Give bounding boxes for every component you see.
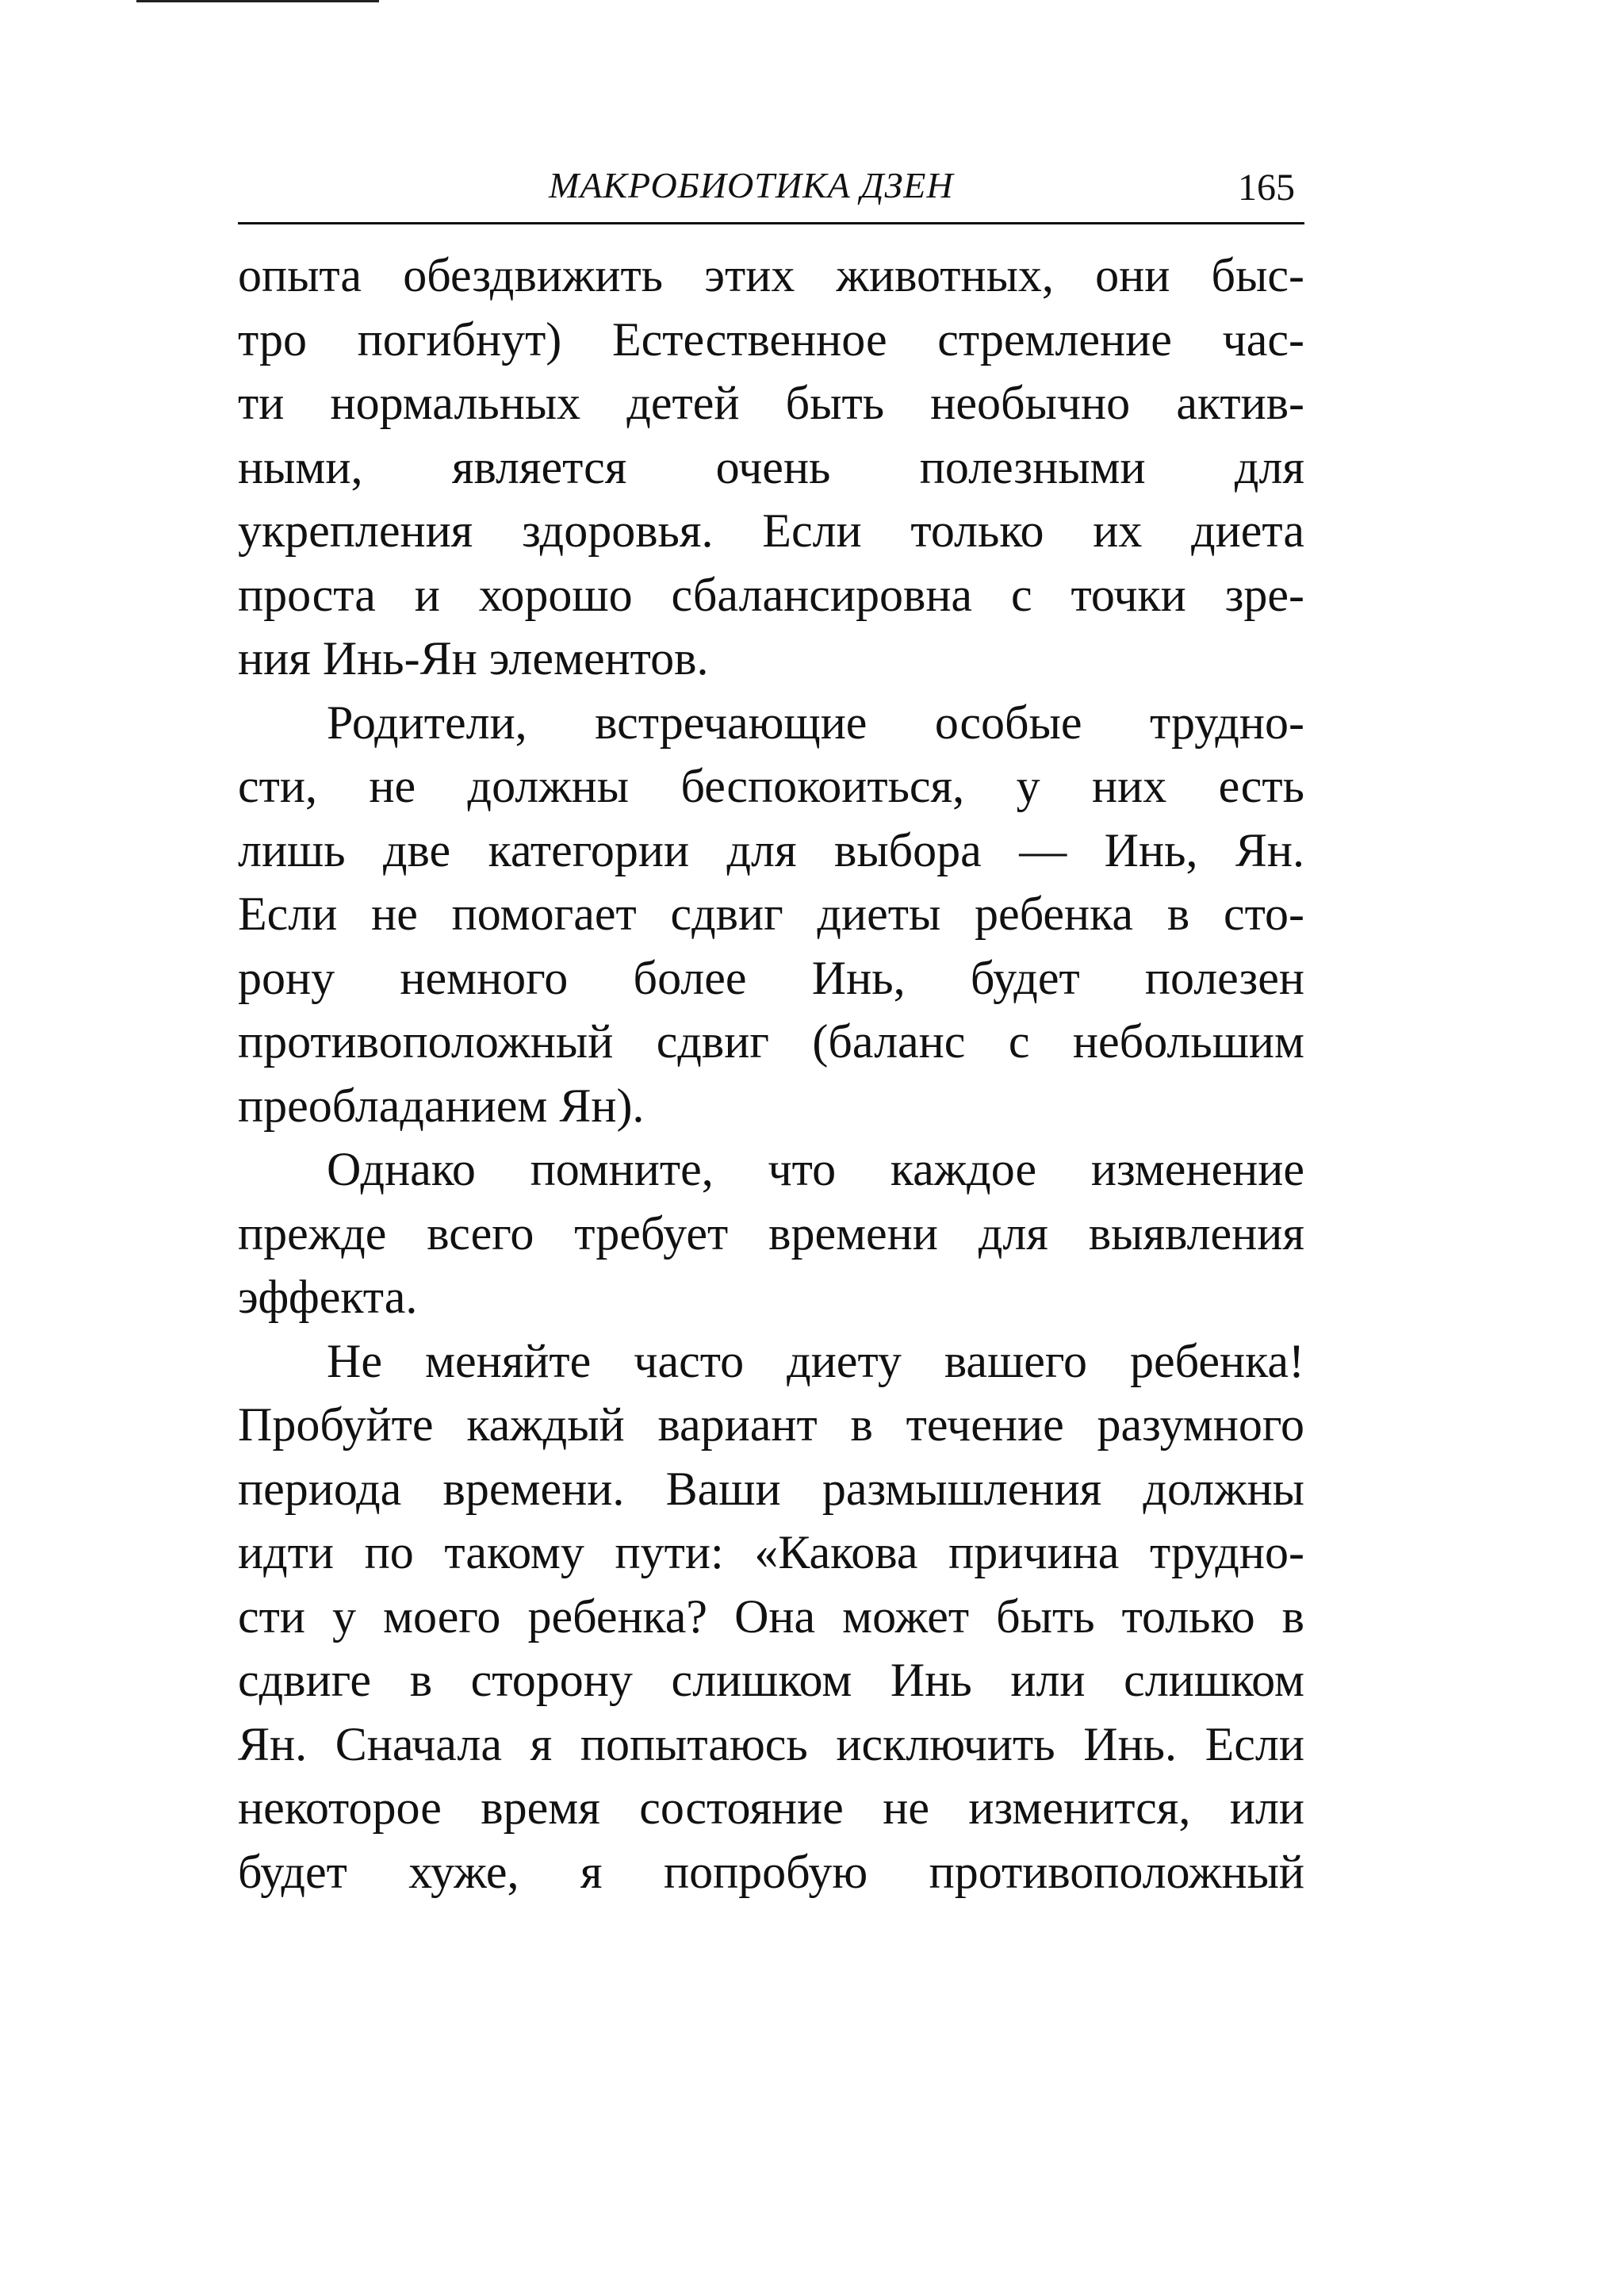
running-header [238,163,1304,224]
scan-edge-mark [136,0,379,2]
text-line: укрепления здоровья. Если только их диета [238,504,1304,557]
text-line: Однако помните, что каждое изменение [327,1143,1304,1195]
text-line: Не меняйте часто диету вашего ребенка! [327,1334,1304,1387]
text-line: Родители, встречающие особые трудно- [327,696,1304,749]
text-line: преобладанием Ян). [238,1079,645,1132]
text-line: Если не помогает сдвиг диеты ребенка в сто- [238,888,1304,940]
text-line: сдвиге в сторону слишком Инь или слишком [238,1654,1304,1706]
text-line: ти нормальных детей быть необычно актив- [238,377,1304,429]
text-line: ния Инь-Ян элементов. [238,632,709,685]
text-line: ными, является очень полезными для [238,440,1304,493]
text-line: некоторое время состояние не изменится, или [238,1781,1304,1834]
text-line: идти по такому пути: «Какова причина трудно- [238,1526,1304,1578]
text-line: тро погибнут) Естественное стремление час- [238,313,1304,366]
text-line: опыта обездвижить этих животных, они быс- [238,249,1304,301]
text-line: противоположный сдвиг (баланс с небольшим [238,1015,1304,1068]
text-line: рону немного более Инь, будет полезен [238,951,1304,1004]
text-line: периода времени. Ваши размышления должны [238,1462,1304,1515]
text-line: Ян. Сначала я попытаюсь исключить Инь. Если [238,1717,1304,1770]
text-line: будет хуже, я попробую противоположный [238,1845,1304,1898]
paragraph [238,1329,1304,1904]
body-text [238,244,1304,1904]
text-line: сти у моего ребенка? Она может быть только в [238,1590,1304,1643]
paragraph [238,244,1304,691]
text-line: лишь две категории для выбора — Инь, Ян. [238,823,1304,876]
text-line: проста и хорошо сбалансировна с точки зре- [238,568,1304,621]
text-line: прежде всего требует времени для выявления [238,1206,1304,1260]
paragraph [238,691,1304,1138]
text-line: сти, не должны беспокоиться, у них есть [238,760,1304,812]
page-number: 165 [1238,167,1295,209]
paragraph [238,1137,1304,1329]
running-title: МАКРОБИОТИКА ДЗЕН [549,165,954,205]
text-line: эффекта. [238,1271,418,1323]
text-line: Пробуйте каждый вариант в течение разумного [238,1398,1304,1451]
